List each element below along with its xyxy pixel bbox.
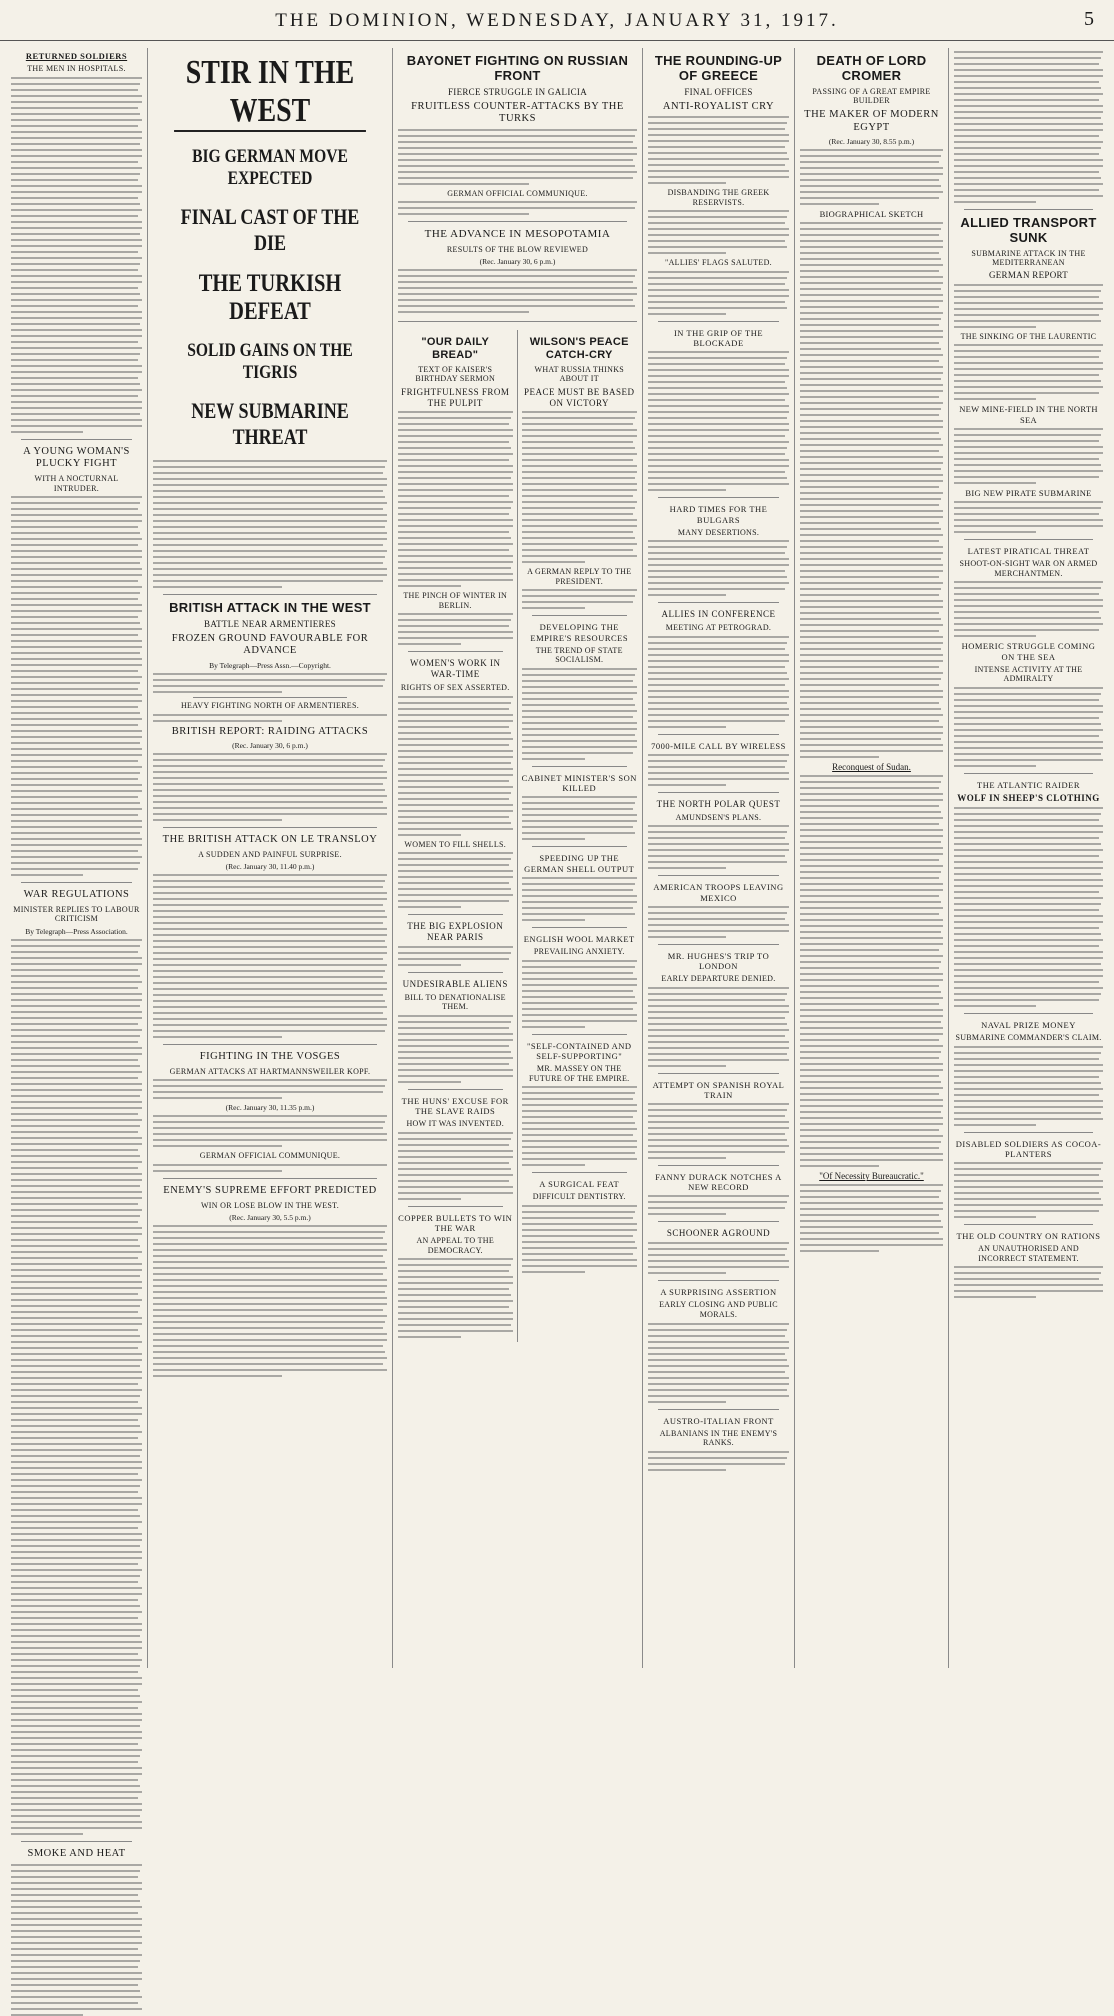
subheading-early-closing: EARLY CLOSING AND PUBLIC MORALS. — [659, 1300, 778, 1320]
article-divider — [964, 209, 1093, 210]
article-divider — [163, 1044, 377, 1045]
article-body — [398, 613, 513, 645]
article-divider — [658, 1280, 779, 1281]
subheading-shoot-on-sight: SHOOT-ON-SIGHT WAR ON ARMED MERCHANTMEN. — [959, 559, 1098, 578]
article-body — [522, 960, 638, 1028]
headline-submarine-threat: NEW SUBMARINE THREAT — [191, 398, 349, 449]
article-divider — [658, 497, 779, 498]
byline-press-association: By Telegraph—Press Association. — [25, 926, 128, 936]
article-body — [800, 222, 943, 758]
subheading-russia-thinks: WHAT RUSSIA THINKS ABOUT IT — [534, 364, 625, 384]
headline-big-german-move: BIG GERMAN MOVE EXPECTED — [192, 146, 348, 189]
article-divider — [408, 914, 503, 915]
subheading-unauthorised: AN UNAUTHORISED AND INCORRECT STATEMENT. — [978, 1244, 1079, 1263]
subheading-fill-shells: WOMEN TO FILL SHELLS. — [404, 839, 507, 849]
split-columns — [398, 330, 637, 1342]
article-divider — [163, 1178, 377, 1179]
column-4 — [642, 48, 794, 1668]
subheading-appeal-democracy: AN APPEAL TO THE DEMOCRACY. — [416, 1236, 495, 1255]
article-divider — [408, 221, 627, 222]
heading-allied-transport-sunk: ALLIED TRANSPORT SUNK — [960, 215, 1097, 245]
article-body — [522, 589, 638, 609]
heading-troops-leaving-mexico: AMERICAN TROOPS LEAVING MEXICO — [653, 882, 784, 903]
heading-old-country-rations: THE OLD COUNTRY ON RATIONS — [956, 1231, 1101, 1242]
article-body — [954, 284, 1103, 328]
heading-shell-output: SPEEDING UP THE GERMAN SHELL OUTPUT — [524, 853, 635, 874]
subheading-anxiety: PREVAILING ANXIETY. — [533, 946, 625, 956]
subheading-biographical-sketch: BIOGRAPHICAL SKETCH — [819, 209, 924, 220]
heading-fighting-vosges: FIGHTING IN THE VOSGES — [199, 1051, 341, 1063]
page-number: 5 — [1084, 8, 1094, 30]
article-body — [800, 1184, 943, 1252]
subheading-german-communique: GERMAN OFFICIAL COMMUNIQUE. — [199, 1151, 341, 1161]
article-body — [954, 1046, 1103, 1126]
subheading-commanders-claim: SUBMARINE COMMANDER'S CLAIM. — [955, 1033, 1102, 1043]
article-divider — [658, 734, 779, 735]
subheading-anti-royalist: ANTI-ROYALIST CRY — [662, 100, 775, 112]
subheading-galicia: FIERCE STRUGGLE IN GALICIA — [447, 86, 588, 97]
article-body — [648, 540, 789, 596]
received-time-cromer: (Rec. January 30, 8.55 p.m.) — [828, 137, 915, 147]
subheading-nocturnal-intruder: WITH A NOCTURNAL INTRUDER. — [34, 473, 119, 493]
subheading-petrograd: MEETING AT PETROGRAD. — [665, 623, 772, 633]
article-body — [954, 807, 1103, 1007]
column-5 — [794, 48, 948, 1668]
article-body — [11, 1864, 142, 2016]
article-body — [522, 411, 638, 563]
subheading-battle-armentieres: BATTLE NEAR ARMENTIERES — [204, 618, 336, 629]
subheading-greek-reservists: DISBANDING THE GREEK RESERVISTS. — [667, 188, 770, 207]
headline-stir-in-the-west: STIR IN THE WEST — [174, 54, 366, 132]
article-body — [522, 796, 638, 840]
article-body — [648, 1242, 789, 1274]
article-divider — [532, 927, 628, 928]
subheading-fruitless-attacks: FRUITLESS COUNTER-ATTACKS BY THE TURKS — [411, 100, 624, 125]
subheading-frightfulness-pulpit: FRIGHTFULNESS FROM THE PULPIT — [401, 386, 510, 408]
subheading-reconquest-sudan: Reconquest of Sudan. — [832, 762, 911, 773]
article-body — [648, 906, 789, 938]
article-body — [398, 129, 637, 185]
heading-grip-of-blockade: IN THE GRIP OF THE BLOCKADE — [673, 328, 764, 349]
heading-hughes-trip: MR. HUGHES'S TRIP TO LONDON — [667, 950, 770, 971]
subheading-massey-future: MR. MASSEY ON THE FUTURE OF THE EMPIRE. — [529, 1063, 630, 1083]
article-body — [153, 1079, 387, 1099]
subheading-albanians: ALBANIANS IN THE ENEMY'S RANKS. — [659, 1428, 778, 1448]
article-body — [648, 1451, 789, 1471]
heading-north-polar-quest: THE NORTH POLAR QUEST — [656, 798, 781, 809]
article-body — [954, 1162, 1103, 1218]
article-body — [648, 1195, 789, 1215]
heading-empire-resources: DEVELOPING THE EMPIRE'S RESOURCES — [530, 622, 629, 643]
heading-surprising-assertion: A SURPRISING ASSERTION — [660, 1287, 777, 1298]
article-body — [648, 210, 789, 254]
subheading-dentistry: DIFFICULT DENTISTRY. — [532, 1192, 626, 1202]
article-body — [398, 1132, 513, 1200]
subheading-peace-victory: PEACE MUST BE BASED ON VICTORY — [523, 386, 635, 408]
subheading-denationalise: BILL TO DENATIONALISE THEM. — [404, 992, 506, 1012]
article-body — [954, 1266, 1103, 1298]
subheading-pirate-submarine: BIG NEW PIRATE SUBMARINE — [965, 487, 1092, 498]
heading-death-lord-cromer: DEATH OF LORD CROMER — [816, 53, 927, 83]
subheading-rights-of-sex: RIGHTS OF SEX ASSERTED. — [400, 683, 510, 693]
article-divider — [21, 1841, 132, 1842]
subheading-german-communique: GERMAN OFFICIAL COMMUNIQUE. — [447, 188, 588, 198]
article-body — [522, 1086, 638, 1166]
heading-war-regulations: WAR REGULATIONS — [23, 889, 130, 901]
article-body — [398, 1015, 513, 1083]
article-body — [648, 825, 789, 869]
subheading-departure-denied: EARLY DEPARTURE DENIED. — [661, 974, 776, 984]
article-divider — [658, 602, 779, 603]
subheading-amundsen: AMUNDSEN'S PLANS. — [675, 812, 762, 822]
subheading-german-report: GERMAN REPORT — [988, 270, 1069, 281]
article-body — [648, 1323, 789, 1403]
heading-allies-conference: ALLIES IN CONFERENCE — [661, 609, 776, 620]
heading-hard-times-bulgars: HARD TIMES FOR THE BULGARS — [669, 504, 768, 525]
subheading-bureaucratic: "Of Necessity Bureaucratic." — [819, 1171, 924, 1182]
article-body — [522, 668, 638, 760]
column-3 — [392, 48, 642, 1668]
article-divider — [532, 846, 628, 847]
masthead — [0, 0, 1114, 41]
subheading-hartmannsweiler: GERMAN ATTACKS AT HARTMANNSWEILER KOPF. — [169, 1066, 371, 1076]
article-body — [11, 496, 142, 876]
received-time-2: (Rec. January 30, 11.40 p.m.) — [225, 862, 315, 872]
subheading-german-reply: A GERMAN REPLY TO THE PRESIDENT. — [527, 567, 632, 586]
article-divider — [658, 792, 779, 793]
heading-british-attack-west: BRITISH ATTACK IN THE WEST — [169, 600, 371, 615]
article-divider — [658, 321, 779, 322]
heading-spanish-royal-train: ATTEMPT ON SPANISH ROYAL TRAIN — [652, 1079, 785, 1100]
received-time-1: (Rec. January 30, 6 p.m.) — [232, 741, 308, 751]
article-divider — [964, 539, 1093, 540]
newspaper-title: THE DOMINION, WEDNESDAY, JANUARY 31, 1917. — [275, 10, 839, 31]
article-body — [648, 351, 789, 491]
article-body — [800, 775, 943, 1167]
subheading-sudden-surprise: A SUDDEN AND PAINFUL SURPRISE. — [198, 849, 342, 859]
subheading-frozen-ground: FROZEN GROUND FAVOURABLE FOR ADVANCE — [171, 632, 369, 657]
heading-our-daily-bread: "OUR DAILY BREAD" — [421, 336, 490, 361]
article-divider — [964, 1013, 1093, 1014]
article-divider — [658, 1073, 779, 1074]
heading-returned-soldiers: RETURNED SOLDIERS — [25, 51, 128, 61]
article-divider — [163, 827, 377, 828]
subheading-final-offices: FINAL OFFICES — [684, 86, 753, 97]
subheading-state-socialism: THE TREND OF STATE SOCIALISM. — [535, 645, 623, 665]
column-1 — [6, 48, 147, 1859]
article-body — [954, 501, 1103, 533]
article-body — [522, 877, 638, 921]
heading-plucky-fight: A YOUNG WOMAN'S PLUCKY FIGHT — [23, 445, 130, 470]
article-body — [11, 77, 142, 433]
heading-wireless-call: 7000-MILE CALL BY WIRELESS — [651, 740, 786, 751]
article-body — [398, 411, 513, 587]
article-body — [648, 116, 789, 184]
heading-copper-bullets: COPPER BULLETS TO WIN THE WAR — [398, 1212, 513, 1233]
article-body — [954, 687, 1103, 767]
article-body — [398, 1258, 513, 1338]
received-time-4: (Rec. January 30, 5.5 p.m.) — [229, 1213, 311, 1223]
subheading-laurentic: THE SINKING OF THE LAURENTIC — [960, 331, 1097, 341]
heading-self-contained: "SELF-CONTAINED AND SELF-SUPPORTING" — [526, 1040, 632, 1061]
heading-smoke-and-heat: SMOKE AND HEAT — [27, 1847, 126, 1859]
subheading-british-report: BRITISH REPORT: RAIDING ATTACKS — [171, 725, 369, 737]
subheading-winter-berlin: THE PINCH OF WINTER IN BERLIN. — [403, 591, 508, 610]
article-body — [522, 1205, 638, 1273]
subheading-empire-builder: PASSING OF A GREAT EMPIRE BUILDER — [812, 86, 931, 106]
heading-schooner-aground: SCHOONER AGROUND — [666, 1228, 771, 1239]
article-body — [954, 428, 1103, 484]
heading-piratical-threat: LATEST PIRATICAL THREAT — [967, 546, 1090, 557]
article-body — [648, 754, 789, 786]
article-divider — [532, 1034, 628, 1035]
subheading-how-invented: HOW IT WAS INVENTED. — [406, 1119, 505, 1129]
headline-turkish-defeat: THE TURKISH DEFEAT — [198, 270, 342, 325]
article-divider — [658, 944, 779, 945]
article-divider — [964, 773, 1093, 774]
short-divider — [193, 697, 347, 698]
article-divider — [532, 615, 628, 616]
article-body — [11, 939, 142, 1835]
article-body — [398, 852, 513, 908]
article-body — [648, 636, 789, 728]
article-body — [648, 987, 789, 1067]
heading-cabinet-son-killed: CABINET MINISTER'S SON KILLED — [521, 773, 637, 794]
subheading-heavy-fighting: HEAVY FIGHTING NORTH OF ARMENTIERES. — [180, 700, 360, 710]
article-body — [648, 1103, 789, 1159]
heading-rounding-up-greece: THE ROUNDING-UP OF GREECE — [654, 53, 783, 83]
article-divider — [964, 1132, 1093, 1133]
article-divider — [658, 875, 779, 876]
article-body — [398, 946, 513, 966]
heading-bayonet-fighting: BAYONET FIGHTING ON RUSSIAN FRONT — [406, 53, 629, 83]
article-body — [648, 271, 789, 315]
column-6 — [948, 48, 1108, 1668]
heading-big-explosion: THE BIG EXPLOSION NEAR PARIS — [407, 921, 504, 943]
subheading-kaiser-sermon: TEXT OF KAISER'S BIRTHDAY SERMON — [415, 364, 496, 384]
article-divider — [21, 882, 132, 883]
article-body — [954, 581, 1103, 637]
article-divider — [658, 1409, 779, 1410]
subheading-desertions: MANY DESERTIONS. — [677, 527, 760, 537]
article-divider — [532, 1172, 628, 1173]
byline-copyright: By Telegraph—Press Assn.—Copyright. — [209, 660, 331, 670]
subheading-men-in-hospitals: THE MEN IN HOSPITALS. — [27, 64, 126, 74]
article-divider — [21, 439, 132, 440]
subheading-modern-egypt: THE MAKER OF MODERN EGYPT — [804, 109, 939, 133]
heading-homeric-struggle: HOMERIC STRUGGLE COMING ON THE SEA — [961, 641, 1096, 662]
article-body — [153, 1164, 387, 1172]
heading-undesirable-aliens: UNDESIRABLE ALIENS — [402, 978, 508, 989]
subheading-results-reviewed: RESULTS OF THE BLOW REVIEWED — [446, 244, 589, 254]
headline-final-cast: FINAL CAST OF THE DIE — [180, 204, 360, 255]
subheading-le-transloy: THE BRITISH ATTACK ON LE TRANSLOY — [162, 834, 378, 846]
heading-huns-excuse: THE HUNS' EXCUSE FOR THE SLAVE RAIDS — [401, 1095, 509, 1117]
subcolumn-left — [398, 330, 518, 1342]
subheading-mine-field: NEW MINE-FIELD IN THE NORTH SEA — [959, 404, 1098, 425]
article-body — [153, 874, 387, 1038]
article-divider — [658, 1165, 779, 1166]
heading-atlantic-raider: THE ATLANTIC RAIDER — [977, 779, 1080, 790]
article-divider — [163, 594, 377, 595]
article-body — [398, 269, 637, 313]
heading-fanny-durack: FANNY DURACK NOTCHES A NEW RECORD — [655, 1172, 782, 1193]
subheading-flags-saluted: "ALLIES' FLAGS SALUTED. — [665, 258, 772, 268]
article-divider — [964, 1224, 1093, 1225]
article-body — [153, 673, 387, 693]
subcolumn-right — [518, 330, 638, 1342]
column-2 — [147, 48, 392, 1668]
received-time-mesopotamia: (Rec. January 30, 6 p.m.) — [479, 257, 556, 267]
article-body — [153, 1225, 387, 1377]
article-body — [954, 344, 1103, 400]
article-body — [398, 201, 637, 215]
subheading-wolf-sheep: WOLF IN SHEEP'S CLOTHING — [957, 793, 1100, 804]
heading-cocoa-planters: DISABLED SOLDIERS AS COCOA-PLANTERS — [955, 1138, 1102, 1159]
article-body — [153, 1115, 387, 1147]
heading-wool-market: ENGLISH WOOL MARKET — [523, 933, 635, 944]
heading-surgical-feat: A SURGICAL FEAT — [539, 1179, 620, 1190]
article-divider — [408, 1089, 503, 1090]
article-body — [398, 696, 513, 836]
article-body — [153, 714, 387, 722]
subheading-mediterranean: SUBMARINE ATTACK IN THE MEDITERRANEAN — [971, 248, 1086, 268]
heading-supreme-effort: ENEMY'S SUPREME EFFORT PREDICTED — [163, 1185, 377, 1197]
heading-womens-work: WOMEN'S WORK IN WAR-TIME — [410, 658, 501, 680]
heading-mesopotamia: THE ADVANCE IN MESOPOTAMIA — [424, 228, 611, 241]
article-divider — [408, 1206, 503, 1207]
article-body — [153, 460, 387, 588]
subheading-admiralty: INTENSE ACTIVITY AT THE ADMIRALTY — [974, 664, 1083, 684]
article-divider — [408, 972, 503, 973]
heading-wilsons-peace: WILSON'S PEACE CATCH-CRY — [529, 336, 629, 361]
received-time-3: (Rec. January 30, 11.35 p.m.) — [225, 1103, 315, 1113]
subheading-win-or-lose: WIN OR LOSE BLOW IN THE WEST. — [200, 1200, 340, 1210]
article-divider — [658, 1221, 779, 1222]
section-divider — [398, 321, 637, 322]
article-body — [800, 149, 943, 205]
heading-austro-italian: AUSTRO-ITALIAN FRONT — [663, 1415, 774, 1426]
article-divider — [408, 651, 503, 652]
article-body — [153, 753, 387, 821]
heading-naval-prize-money: NAVAL PRIZE MONEY — [981, 1019, 1076, 1030]
article-body — [954, 51, 1103, 203]
subheading-labour-criticism: MINISTER REPLIES TO LABOUR CRITICISM — [13, 904, 140, 924]
headline-gains-on-tigris: SOLID GAINS ON THE TIGRIS — [187, 340, 353, 383]
article-divider — [532, 766, 628, 767]
